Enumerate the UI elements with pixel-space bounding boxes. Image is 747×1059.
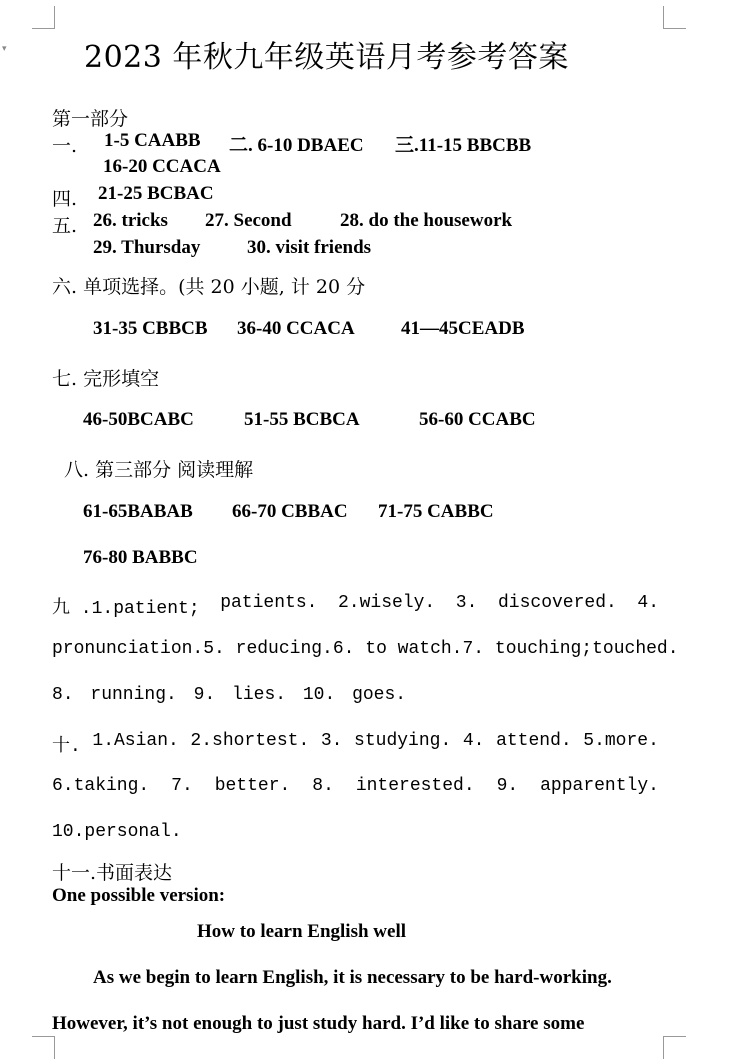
- sec4-answers: 21-25 BCBAC: [98, 183, 214, 204]
- sec10-token: 7.: [171, 776, 193, 796]
- sec10-token: 6.taking.: [52, 776, 150, 796]
- sec5-answer-29: 29. Thursday: [93, 237, 201, 258]
- sec10-token: 4.: [462, 731, 485, 751]
- sec5-answer-27: 27. Second: [205, 210, 292, 231]
- sec8-answers-b: 66-70 CBBAC: [232, 501, 348, 522]
- sec6-answers-c: 41—45CEADB: [401, 318, 525, 339]
- essay-paragraph-line-1: As we begin to learn English, it is necessary to be hard-working.: [93, 967, 612, 988]
- sec8-heading: 八. 第三部分 阅读理解: [64, 459, 254, 481]
- sec2-answers: 二. 6-10 DBAEC: [229, 135, 364, 156]
- sec5-answer-30: 30. visit friends: [247, 237, 372, 258]
- sec10-token: attend.: [496, 731, 572, 751]
- page-title: 2023 年秋九年级英语月考参考答案: [84, 40, 569, 75]
- essay-title: How to learn English well: [197, 921, 407, 942]
- sec9-token: 5. reducing.: [203, 639, 333, 659]
- sec9-token: 10. goes.: [302, 685, 407, 705]
- sec6-answers-b: 36-40 CCACA: [237, 318, 355, 339]
- sec9-token: 8. running.: [52, 685, 177, 705]
- sec10-token: 十.: [52, 737, 81, 757]
- sec7-heading: 七. 完形填空: [52, 368, 160, 390]
- sec9-token: 6. to watch.: [332, 639, 463, 659]
- sec10-token: apparently.: [540, 776, 659, 796]
- sec9-token: patients.: [220, 593, 318, 613]
- crop-mark-top-left: [32, 6, 55, 29]
- sec11-heading: 十一.书面表达: [52, 862, 173, 884]
- sec5-answer-26: 26. tricks: [93, 210, 168, 231]
- sec9-token: pronunciation.: [52, 639, 204, 659]
- sec9-token: 2.wisely.: [338, 593, 436, 613]
- sec9-line-1: [52, 593, 659, 619]
- sec10-line-1: [52, 731, 659, 757]
- sec10-token: 2.shortest.: [190, 731, 310, 751]
- part1-heading: 第一部分: [52, 108, 129, 130]
- sec9-token: 3.: [455, 593, 478, 613]
- sec10-token: better.: [214, 776, 291, 796]
- sec9-token: 9. lies.: [193, 685, 287, 705]
- sec10-token: 1.Asian.: [92, 731, 179, 751]
- sec10-line-3: 10.personal.: [52, 822, 182, 842]
- crop-mark-bottom-left: [32, 1036, 55, 1059]
- sec10-token: studying.: [354, 731, 452, 751]
- sec7-answers-b: 51-55 BCBCA: [244, 409, 360, 430]
- sec6-answers-a: 31-35 CBBCB: [93, 318, 208, 339]
- sec9-line-2: [52, 639, 679, 659]
- sec8-answers-a: 61-65BABAB: [83, 501, 193, 522]
- sec9-token: 4.: [637, 593, 659, 613]
- sec5-answer-28: 28. do the housework: [340, 210, 513, 231]
- sec7-answers-c: 56-60 CCABC: [419, 409, 536, 430]
- sec10-token: 5.more.: [583, 731, 659, 751]
- sec5-number: 五.: [52, 215, 78, 237]
- margin-marker-icon: ▾: [2, 44, 7, 54]
- sec1-answers-a: 1-5 CAABB: [104, 130, 201, 151]
- sec9-token: discovered.: [497, 593, 617, 613]
- sec10-line-2: [52, 776, 659, 796]
- sec10-token: 3.: [320, 731, 343, 751]
- crop-mark-bottom-right: [663, 1036, 686, 1059]
- sec9-token: 九 .1.patient;: [52, 599, 200, 619]
- sec7-answers-a: 46-50BCABC: [83, 409, 194, 430]
- sec6-heading: 六. 单项选择。(共 20 小题, 计 20 分: [52, 276, 366, 298]
- sec10-token: 8.: [312, 776, 334, 796]
- sec4-number: 四.: [52, 188, 78, 210]
- crop-mark-top-right: [663, 6, 686, 29]
- essay-intro: One possible version:: [52, 885, 226, 906]
- sec10-token: interested.: [355, 776, 475, 796]
- sec1-number: 一.: [52, 135, 78, 157]
- sec9-token: 7. touching;touched.: [462, 639, 679, 659]
- essay-paragraph-line-2: However, it’s not enough to just study hard. I’d like to share some: [52, 1013, 585, 1034]
- sec3-answers: 三.11-15 BBCBB: [395, 135, 532, 156]
- sec10-token: 9.: [496, 776, 519, 796]
- sec8-answers-c: 71-75 CABBC: [378, 501, 494, 522]
- sec3-answers-cont: 16-20 CCACA: [103, 156, 221, 177]
- sec9-line-3: [52, 685, 406, 705]
- sec8-answers-d: 76-80 BABBC: [83, 547, 198, 568]
